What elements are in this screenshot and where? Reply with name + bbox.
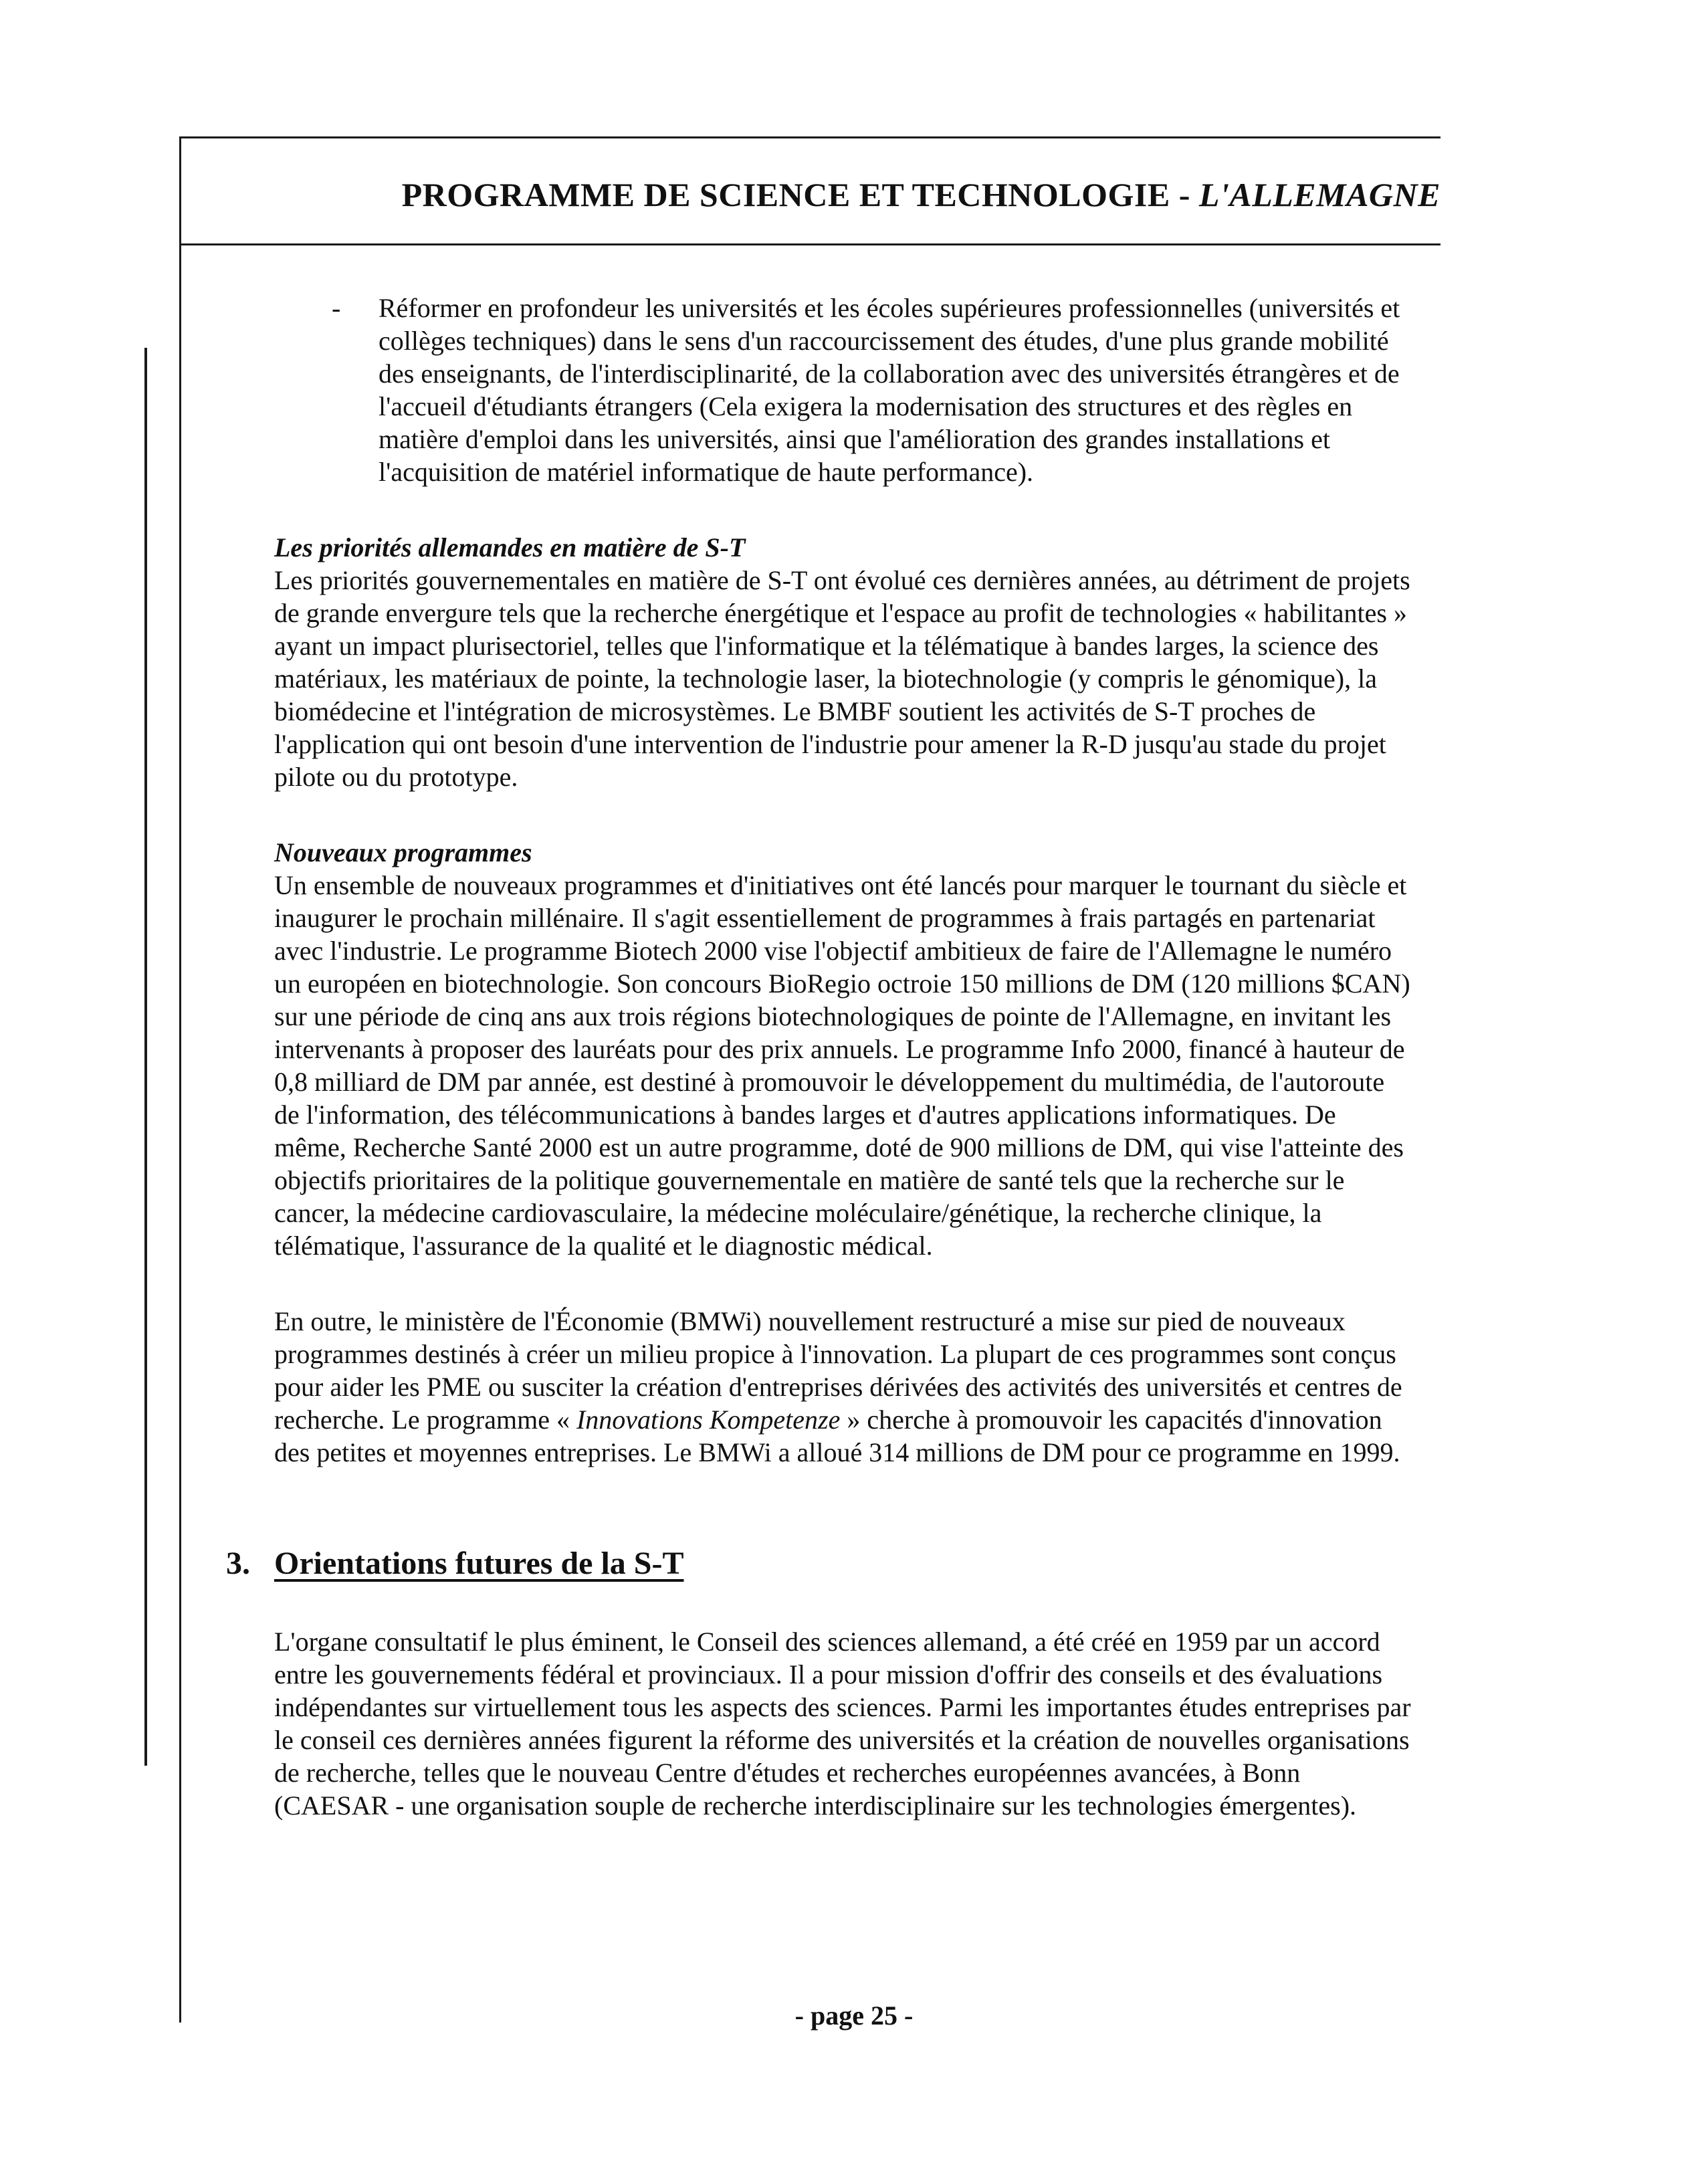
section-3-heading: [226, 1544, 1411, 1584]
header-program-title: PROGRAMME DE SCIENCE ET TECHNOLOGIE -: [401, 176, 1199, 213]
paragraph-economy: [274, 1305, 1411, 1469]
paragraph-priorities: Les priorités gouvernementales en matière de S-T ont évolué ces dernières années, au détriment de projets de grande envergure tels que la recherche énergétique et l'espace au profit de technologies « habilitantes » ayant un impact plurisectoriel, telles que l'informatique et la télématique à bandes larges, la science des matériaux, les matériaux de pointe, la technologie laser, la biotechnologie (y compris le génomique), la biomédecine et l'intégration de microsystèmes. Le BMBF soutient les activités de S-T proches de l'application qui ont besoin d'une intervention de l'industrie pour amener la R-D jusqu'au stade du projet pilote ou du prototype.: [274, 565, 1410, 792]
header-country: L'ALLEMAGNE: [1198, 176, 1440, 213]
economy-text-after: » cherche à promouvoir les capacités d'innovation des petites et moyennes entreprises. Le BMWi a alloué 314 millions de DM pour ce programme en 1999.: [274, 1405, 1400, 1467]
margin-change-bar: [144, 348, 147, 1766]
header-rule: [179, 243, 1440, 245]
page-number: - page 25 -: [794, 2000, 914, 2031]
economy-program-name: Innovations Kompetenze: [576, 1405, 841, 1435]
subheading-new-programs: Nouveaux programmes: [274, 837, 532, 867]
frame-top-rule: [179, 136, 1440, 138]
paragraph-section-3: L'organe consultatif le plus éminent, le Conseil des sciences allemand, a été créé en 1959 par un accord entre les gouvernements fédéral et provinciaux. Il a pour mission d'offrir des conseils et des évaluations indépendantes sur virtuellement tous les aspects des sciences. Parmi les importantes études entreprises par le conseil ces dernières années figurent la réforme des universités et la création de nouvelles organisations de recherche, telles que le nouveau Centre d'études et recherches européennes avancées, à Bonn (CAESAR - une organisation souple de recherche interdisciplinaire sur les technologies émergentes).: [274, 1627, 1411, 1821]
subheading-priorities: Les priorités allemandes en matière de S-T: [274, 532, 746, 562]
frame-left-rule: [179, 136, 181, 2023]
page-content: [226, 292, 1411, 1822]
section-3-number: 3.: [226, 1546, 250, 1581]
paragraph-new-programs: Un ensemble de nouveaux programmes et d'initiatives ont été lancés pour marquer le tournant du siècle et inaugurer le prochain millénaire. Il s'agit essentiellement de programmes à frais partagés en partenariat avec l'industrie. Le programme Biotech 2000 vise l'objectif ambitieux de faire de l'Allemagne le numéro un européen en biotechnologie. Son concours BioRegio octroie 150 millions de DM (120 millions $CAN) sur une période de cinq ans aux trois régions biotechnologiques de pointe de l'Allemagne, en invitant les intervenants à proposer des lauréats pour des prix annuels. Le programme Info 2000, financé à hauteur de 0,8 milliard de DM par année, est destiné à promouvoir le développement du multimédia, de l'autoroute de l'information, des télécommunications à bandes larges et d'autres applications informatiques. De même, Recherche Santé 2000 est un autre programme, doté de 900 millions de DM, qui vise l'atteinte des objectifs prioritaires de la politique gouvernementale en matière de santé tels que la recherche sur le cancer, la médecine cardiovasculaire, la médecine moléculaire/génétique, la recherche clinique, la télématique, l'assurance de la qualité et le diagnostic médical.: [274, 870, 1410, 1261]
page-header-title: [179, 175, 1440, 214]
section-3-title: Orientations futures de la S-T: [274, 1546, 684, 1581]
bullet-item-reform: [274, 292, 1411, 488]
bullet-text: Réformer en profondeur les universités et les écoles supérieures professionnelles (universités et collèges techniques) dans le sens d'un raccourcissement des études, d'une plus grande mobilité des enseignants, de l'interdisciplinarité, de la collaboration avec des universités étrangères et de l'accueil d'étudiants étrangers (Cela exigera la modernisation des structures et des règles en matière d'emploi dans les universités, ainsi que l'amélioration des grandes installations et l'acquisition de matériel informatique de haute performance).: [379, 293, 1400, 487]
economy-text-before: En outre, le ministère de l'Économie (BMWi) nouvellement restructuré a mise sur pied de nouveaux programmes destinés à créer un milieu propice à l'innovation. La plupart de ces programmes sont conçus pour aider les PME ou susciter la création d'entreprises dérivées des activités des universités et centres de recherche. Le programme «: [274, 1306, 1402, 1435]
bullet-dash: -: [332, 293, 341, 323]
